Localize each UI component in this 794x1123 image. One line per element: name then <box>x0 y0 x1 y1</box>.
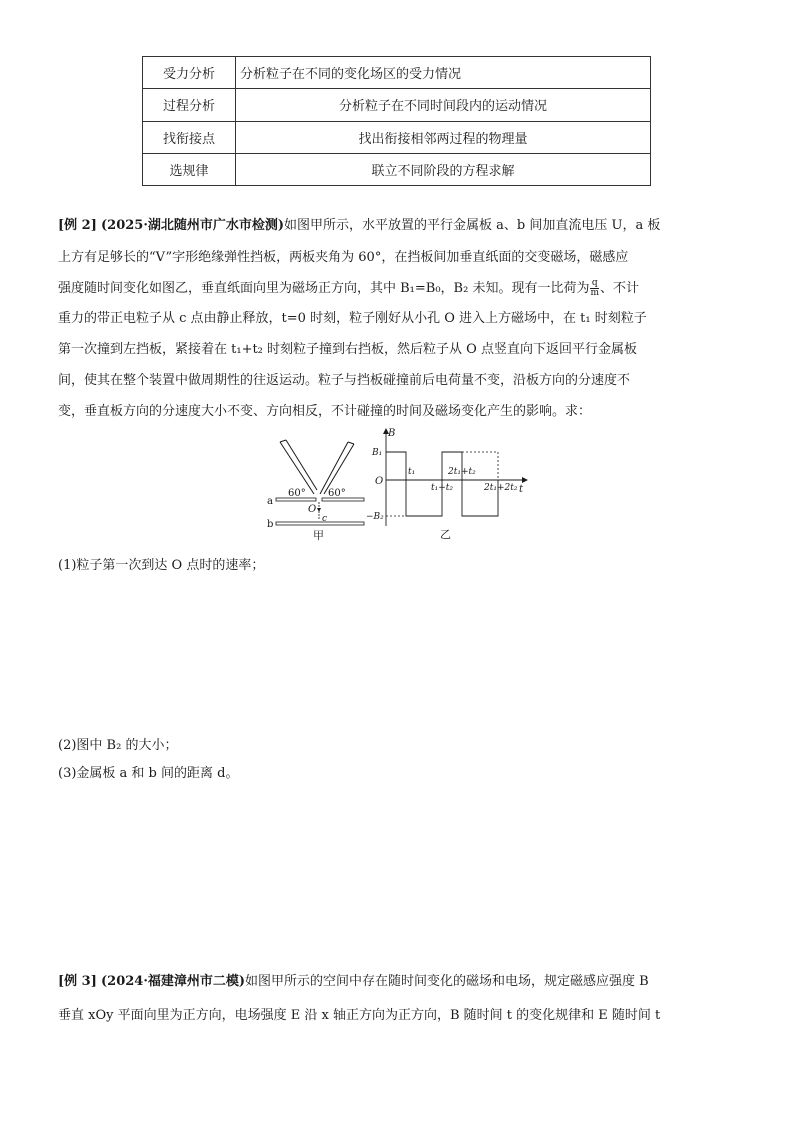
table-row <box>143 57 651 89</box>
table-cell-key: 选规律 <box>143 153 236 185</box>
table-row <box>143 121 651 153</box>
figure-b <box>366 426 532 542</box>
method-table <box>142 56 651 186</box>
example2-source: (2025·湖北随州市广水市检测) <box>101 218 285 233</box>
question-3: (3)金属板 a 和 b 间的距离 d。 <box>58 766 239 781</box>
figure-a-caption: 甲 <box>313 529 324 542</box>
example2-line-3 <box>58 277 639 298</box>
example3-text: 如图甲所示的空间中存在随时间变化的磁场和电场，规定磁感应强度 B <box>245 974 649 989</box>
table-cell-key: 受力分析 <box>143 57 236 89</box>
example3-source: (2024·福建漳州市二模) <box>101 974 246 989</box>
table-row <box>143 89 651 121</box>
example3-line-1 <box>58 970 649 989</box>
plate-b-label: b <box>267 519 274 530</box>
example2-line-7: 变，垂直板方向的分速度大小不变、方向相反，不计碰撞的时间及磁场变化产生的影响。求： <box>58 404 592 419</box>
example3-tag: [例 3] <box>58 974 97 989</box>
example3-line-2: 垂直 xOy 平面向里为正方向，电场强度 E 沿 x 轴正方向为正方向，B 随时间 t 的变化规律和 E 随时间 t <box>58 1008 661 1023</box>
point-o-label: O <box>308 504 317 515</box>
example2-line-2: 上方有足够长的“V”字形绝缘弹性挡板，两板夹角为 60°，在挡板间加垂直纸面的交变磁场，磁感应 <box>58 250 629 265</box>
question-2: (2)图中 B₂ 的大小； <box>58 738 178 753</box>
ratio-numerator: q <box>591 278 598 288</box>
t-tick-label: t₁ <box>408 467 416 477</box>
example2-line-6: 间，使其在整个装置中做周期性的往返运动。粒子与挡板碰撞前后电荷量不变，沿板方向的分速度不 <box>58 373 631 388</box>
y-axis-label: B <box>388 428 396 439</box>
table-row <box>143 153 651 185</box>
table-cell-value: 找出衔接相邻两过程的物理量 <box>236 121 651 153</box>
y-tick-neg-b2: −B₂ <box>366 512 384 522</box>
origin-label: O <box>375 476 384 487</box>
example2-line-4: 重力的带正电粒子从 c 点由静止释放，t=0 时刻，粒子刚好从小孔 O 进入上方磁场中，在 t₁ 时刻粒子 <box>58 311 647 326</box>
angle-left-label: 60° <box>288 488 306 499</box>
y-tick-b1: B₁ <box>372 448 383 458</box>
t-tick-label: t₁+t₂ <box>431 483 453 493</box>
example2-tag: [例 2] <box>58 218 97 233</box>
example2-text: 强度随时间变化如图乙，垂直纸面向里为磁场正方向，其中 B₁=B₀，B₂ 未知。现有一比荷为 <box>58 281 590 296</box>
angle-right-label: 60° <box>328 488 346 499</box>
example2-text: 、不计 <box>600 281 640 296</box>
x-axis-label: t <box>519 484 524 495</box>
ratio-denominator: m <box>590 288 599 298</box>
table-cell-key: 过程分析 <box>143 89 236 121</box>
plate-a-label: a <box>267 496 273 507</box>
figure-a <box>262 438 374 542</box>
example2-line-1 <box>58 214 660 233</box>
table-cell-key: 找衔接点 <box>143 121 236 153</box>
charge-mass-ratio <box>590 279 599 298</box>
question-1: (1)粒子第一次到达 O 点时的速率； <box>58 558 265 573</box>
figure-b-caption: 乙 <box>440 528 451 541</box>
t-tick-label: 2t₁+2t₂ <box>484 483 518 493</box>
t-tick-label: 2t₁+t₂ <box>448 467 476 477</box>
example2-line-5: 第一次撞到左挡板，紧接着在 t₁+t₂ 时刻粒子撞到右挡板，然后粒子从 O 点竖直向下返回平行金属板 <box>58 342 637 357</box>
table-cell-value: 联立不同阶段的方程求解 <box>236 153 651 185</box>
table-cell-value: 分析粒子在不同时间段内的运动情况 <box>236 89 651 121</box>
table-cell-value: 分析粒子在不同的变化场区的受力情况 <box>236 57 651 89</box>
example2-text: 如图甲所示，水平放置的平行金属板 a、b 间加直流电压 U，a 板 <box>284 218 661 233</box>
point-c-label: c <box>322 514 328 524</box>
